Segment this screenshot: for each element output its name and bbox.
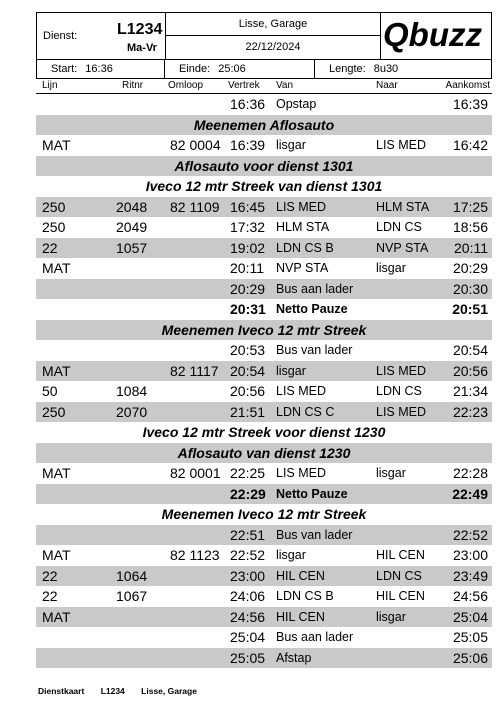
cell-aankomst: 22:28 <box>452 465 488 481</box>
cell-aankomst: 20:56 <box>452 362 488 379</box>
trip-row <box>36 648 492 669</box>
section-row <box>36 320 492 341</box>
footer-code: L1234 <box>100 686 125 696</box>
cell-van: Opstap <box>276 97 317 111</box>
cell-van: LIS MED <box>276 384 327 398</box>
cell-vertrek: 25:04 <box>230 629 266 645</box>
cell-lijn: 250 <box>42 403 66 420</box>
col-aankomst: Aankomst <box>445 80 490 91</box>
cell-lijn: MAT <box>42 608 71 625</box>
section-title: Aflosauto voor dienst 1301 <box>174 157 354 174</box>
cell-lijn: 22 <box>42 567 58 584</box>
cell-vertrek: 22:29 <box>230 485 266 502</box>
cell-lijn: MAT <box>42 137 71 153</box>
cell-lijn: 250 <box>42 219 66 235</box>
cell-aankomst: 20:30 <box>452 280 488 297</box>
header <box>36 12 492 60</box>
cell-vertrek: 21:51 <box>230 403 266 420</box>
cell-vertrek: 22:52 <box>230 547 266 563</box>
section-row <box>36 422 492 443</box>
section-title: Meenemen Iveco 12 mtr Streek <box>161 506 367 522</box>
lengte-field <box>315 60 491 78</box>
trip-row <box>36 381 492 402</box>
start-field <box>37 60 165 78</box>
cell-naar: LDN CS <box>376 384 422 398</box>
einde-label: Einde: <box>179 63 211 75</box>
location: Lisse, Garage <box>238 18 308 30</box>
section-row <box>36 176 492 197</box>
cell-ritnr: 1064 <box>116 567 148 584</box>
cell-vertrek: 16:39 <box>230 137 266 153</box>
cell-van: lisgar <box>276 138 306 152</box>
cell-lijn: MAT <box>42 260 71 276</box>
trip-row <box>36 463 492 484</box>
cell-van: LDN CS C <box>276 404 335 419</box>
cell-van: Bus aan lader <box>276 281 354 296</box>
cell-vertrek: 20:31 <box>230 301 266 317</box>
col-omloop: Omloop <box>168 80 204 91</box>
col-naar: Naar <box>376 80 398 91</box>
col-lijn: Lijn <box>42 80 58 91</box>
cell-aankomst: 16:39 <box>452 96 488 112</box>
cell-van: HIL CEN <box>276 609 325 624</box>
cell-naar: NVP STA <box>376 240 429 255</box>
trip-row <box>36 525 492 546</box>
cell-van: HLM STA <box>276 220 330 234</box>
cell-omloop: 82 1109 <box>170 198 220 215</box>
dienst-code: L1234 <box>117 21 163 38</box>
footer-location: Lisse, Garage <box>141 686 197 696</box>
footer-label: Dienstkaart <box>38 686 85 696</box>
trip-row <box>36 607 492 628</box>
section-title: Meenemen Iveco 12 mtr Streek <box>161 321 367 338</box>
cell-aankomst: 22:23 <box>452 403 488 420</box>
cell-vertrek: 24:06 <box>230 588 266 604</box>
dienst-box <box>37 13 166 59</box>
cell-naar: HIL CEN <box>376 548 425 562</box>
cell-van: LDN CS B <box>276 240 334 255</box>
cell-vertrek: 16:36 <box>230 96 266 112</box>
trip-row <box>36 545 492 566</box>
cell-van: lisgar <box>276 363 306 378</box>
cell-aankomst: 25:04 <box>452 608 488 625</box>
cell-van: Bus van lader <box>276 527 353 542</box>
cell-naar: lisgar <box>376 466 406 480</box>
cell-vertrek: 22:51 <box>230 526 266 543</box>
cell-aankomst: 22:49 <box>452 485 488 502</box>
cell-omloop: 82 1123 <box>170 547 220 563</box>
trip-row <box>36 586 492 607</box>
cell-naar: LIS MED <box>376 138 427 152</box>
cell-ritnr: 1084 <box>116 383 148 399</box>
cell-vertrek: 20:29 <box>230 280 266 297</box>
cell-naar: LDN CS <box>376 220 422 234</box>
trip-row <box>36 197 492 218</box>
trip-row <box>36 217 492 238</box>
trip-row <box>36 402 492 423</box>
pause-row <box>36 484 492 505</box>
trip-row <box>36 279 492 300</box>
trip-row <box>36 566 492 587</box>
cell-vertrek: 24:56 <box>230 608 266 625</box>
trip-row <box>36 94 492 115</box>
cell-van: Netto Pauze <box>276 302 348 316</box>
cell-naar: LIS MED <box>376 404 427 419</box>
schedule-rows <box>36 94 492 668</box>
cell-ritnr: 1057 <box>116 239 148 256</box>
cell-lijn: MAT <box>42 465 71 481</box>
cell-vertrek: 20:56 <box>230 383 266 399</box>
lengte-label: Lengte: <box>329 63 366 75</box>
trip-row <box>36 135 492 156</box>
col-vertrek: Vertrek <box>228 80 260 91</box>
cell-van: Netto Pauze <box>276 486 348 501</box>
trip-row <box>36 238 492 259</box>
cell-aankomst: 17:25 <box>452 198 488 215</box>
cell-aankomst: 24:56 <box>452 588 488 604</box>
cell-van: LDN CS B <box>276 589 334 603</box>
date: 22/12/2024 <box>166 35 380 58</box>
cell-vertrek: 22:25 <box>230 465 266 481</box>
cell-aankomst: 25:05 <box>452 629 488 645</box>
cell-vertrek: 20:54 <box>230 362 266 379</box>
footer <box>38 686 211 696</box>
cell-ritnr: 2049 <box>116 219 148 235</box>
pause-row <box>36 299 492 320</box>
times-bar <box>36 60 492 79</box>
section-title: Aflosauto van dienst 1230 <box>177 444 351 461</box>
cell-van: HIL CEN <box>276 568 325 583</box>
cell-lijn: 22 <box>42 588 58 604</box>
cell-aankomst: 23:00 <box>452 547 488 563</box>
section-row <box>36 504 492 525</box>
cell-van: LIS MED <box>276 199 327 214</box>
cell-aankomst: 20:51 <box>452 301 488 317</box>
cell-naar: LDN CS <box>376 568 422 583</box>
cell-aankomst: 16:42 <box>452 137 488 153</box>
section-row <box>36 443 492 464</box>
cell-lijn: 50 <box>42 383 58 399</box>
start-label: Start: <box>51 63 78 75</box>
cell-van: lisgar <box>276 548 306 562</box>
cell-naar: HLM STA <box>376 199 430 214</box>
cell-ritnr: 1067 <box>116 588 148 604</box>
location-box <box>166 13 381 59</box>
dienst-label: Dienst: <box>43 30 78 42</box>
cell-aankomst: 23:49 <box>452 567 488 584</box>
col-ritnr: Ritnr <box>122 80 144 91</box>
cell-lijn: MAT <box>42 547 71 563</box>
cell-aankomst: 20:29 <box>452 260 488 276</box>
cell-lijn: 22 <box>42 239 58 256</box>
start-value: 16:36 <box>85 63 113 75</box>
cell-van: Bus aan lader <box>276 630 354 644</box>
cell-vertrek: 23:00 <box>230 567 266 584</box>
cell-aankomst: 18:56 <box>452 219 488 235</box>
einde-value: 25:06 <box>218 63 246 75</box>
lengte-value: 8u30 <box>373 63 399 75</box>
cell-vertrek: 25:05 <box>230 649 266 666</box>
cell-aankomst: 21:34 <box>452 383 488 399</box>
cell-vertrek: 20:53 <box>230 342 266 358</box>
cell-van: Bus van lader <box>276 343 353 357</box>
cell-omloop: 82 0004 <box>170 137 221 153</box>
cell-aankomst: 25:06 <box>452 649 488 666</box>
cell-vertrek: 17:32 <box>230 219 266 235</box>
cell-vertrek: 20:11 <box>230 260 264 276</box>
cell-omloop: 82 1117 <box>170 362 219 379</box>
trip-row <box>36 627 492 648</box>
dienst-days: Ma-Vr <box>127 42 157 54</box>
section-row <box>36 115 492 136</box>
cell-lijn: 250 <box>42 198 66 215</box>
cell-vertrek: 19:02 <box>230 239 266 256</box>
cell-van: NVP STA <box>276 261 329 275</box>
column-headers <box>36 79 492 94</box>
cell-naar: lisgar <box>376 609 406 624</box>
section-title: Meenemen Aflosauto <box>193 116 335 133</box>
cell-vertrek: 16:45 <box>230 198 266 215</box>
trip-row <box>36 258 492 279</box>
cell-omloop: 82 0001 <box>170 465 221 481</box>
cell-aankomst: 20:54 <box>452 342 488 358</box>
section-row <box>36 156 492 177</box>
trip-row <box>36 361 492 382</box>
einde-field <box>165 60 315 78</box>
logo-box <box>381 13 491 59</box>
cell-van: LIS MED <box>276 466 327 480</box>
col-van: Van <box>276 80 294 91</box>
cell-lijn: MAT <box>42 362 71 379</box>
cell-naar: lisgar <box>376 261 406 275</box>
section-title: Iveco 12 mtr Streek voor dienst 1230 <box>142 424 386 440</box>
cell-aankomst: 22:52 <box>452 526 488 543</box>
cell-ritnr: 2048 <box>116 198 148 215</box>
cell-aankomst: 20:11 <box>454 239 488 256</box>
cell-naar: LIS MED <box>376 363 427 378</box>
cell-ritnr: 2070 <box>116 403 148 420</box>
duty-card <box>36 12 492 668</box>
trip-row <box>36 340 492 361</box>
cell-naar: HIL CEN <box>376 589 425 603</box>
qbuzz-logo: Qbuzz <box>383 16 482 53</box>
section-title: Iveco 12 mtr Streek van dienst 1301 <box>145 178 383 194</box>
cell-van: Afstap <box>276 650 312 665</box>
